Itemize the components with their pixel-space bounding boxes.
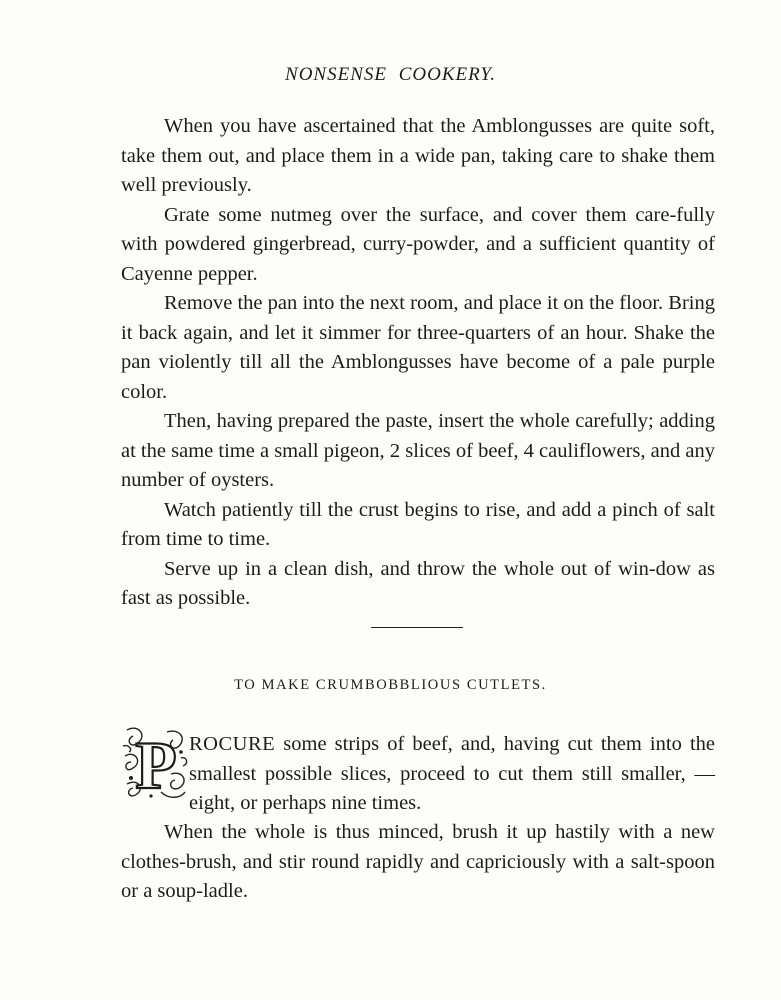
recipe-first-paragraph-text: some strips of beef, and, having cut them into the smallest possible slices, proceed to cut them still smaller, — eight, or perhaps nine times. xyxy=(189,733,715,814)
drop-cap-letter: P xyxy=(135,727,177,802)
paragraph-3: Remove the pan into the next room, and place it on the floor. Bring it back again, and let it simmer for three-quarters of an hour. Shake the pan violently till all the Amblongusses have become of a pale purple color. xyxy=(121,292,715,403)
recipe-first-word: ROCURE xyxy=(189,733,276,755)
section-divider xyxy=(371,627,463,628)
recipe-second-block xyxy=(121,818,715,907)
recipe-first-paragraph xyxy=(187,730,715,819)
paragraph-4: Then, having prepared the paste, insert the whole carefully; adding at the same time a small pigeon, 2 slices of beef, 4 cauliflowers, and any number of oysters. xyxy=(121,410,715,491)
ornamental-drop-cap xyxy=(121,722,191,802)
paragraph-2: Grate some nutmeg over the surface, and cover them care-fully with powdered gingerbread, curry-powder, and a sufficient quantity of Cayenne pepper. xyxy=(121,203,715,285)
recipe-second-paragraph: When the whole is thus minced, brush it up hastily with a new clothes-brush, and stir round rapidly and capriciously with a salt-spoon or a soup-ladle. xyxy=(121,821,715,902)
main-text-block xyxy=(121,112,715,614)
paragraph-5: Watch patiently till the crust begins to rise, and add a pinch of salt from time to time. xyxy=(121,498,715,550)
paragraph-6: Serve up in a clean dish, and throw the whole out of win-dow as fast as possible. xyxy=(121,557,715,609)
paragraph-1: When you have ascertained that the Amblongusses are quite soft, take them out, and place them in a wide pan, taking care to shake them well previously. xyxy=(121,115,715,196)
section-title: TO MAKE CRUMBOBBLIOUS CUTLETS. xyxy=(234,677,547,693)
running-head: NONSENSE COOKERY. xyxy=(285,64,496,85)
